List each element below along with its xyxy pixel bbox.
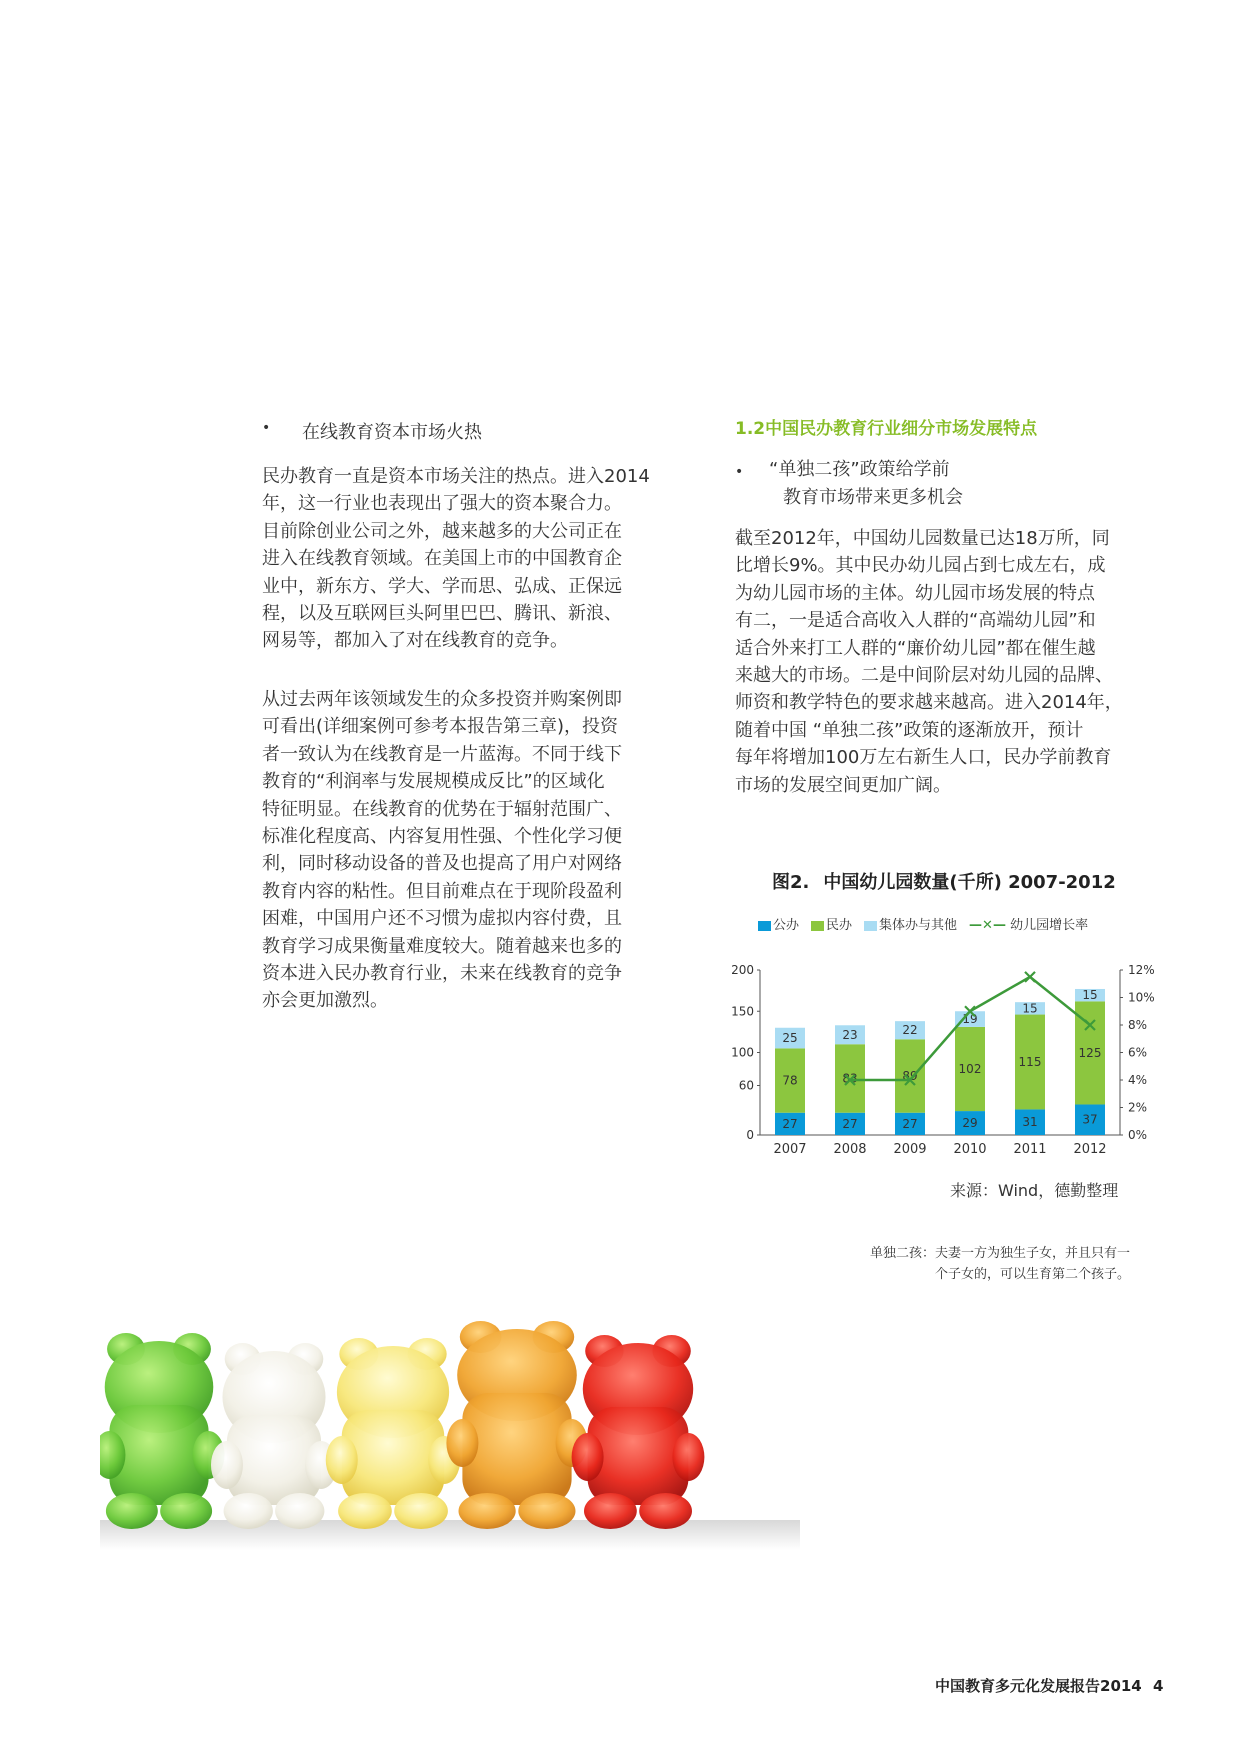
bar-label: 29 — [962, 1116, 978, 1131]
right-tick-label: 2% — [1128, 1100, 1148, 1115]
x-tick-label: 2012 — [1073, 1142, 1107, 1157]
page-footer — [935, 1675, 1163, 1696]
bar-label: 37 — [1082, 1112, 1098, 1127]
gummy-bears-image — [100, 1315, 800, 1565]
bar-label: 89 — [902, 1069, 918, 1084]
bullet-icon: • — [262, 420, 271, 436]
bar-label: 15 — [1082, 988, 1098, 1003]
right-tick-label: 10% — [1128, 990, 1155, 1005]
gummy-bear-3 — [326, 1338, 460, 1529]
right-p-line: 截至2012年，中国幼儿园数量已达18万所，同 — [735, 528, 1110, 549]
right-tick-label: 0% — [1128, 1128, 1148, 1142]
left-p1-line: 业中，新东方、学大、学而思、弘成、正保远 — [262, 575, 622, 597]
bullet-line-1: “单独二孩”政策给学前 — [769, 459, 950, 480]
right-p-line: 有二，一是适合高收入人群的“高端幼儿园”和 — [735, 610, 1096, 632]
right-p-line: 适合外来打工人群的“廉价幼儿园”都在催生越 — [735, 637, 1096, 659]
footnote: 单独二孩：夫妻一方为独生子女，并且只有一 个子女的，可以生育第二个孩子。 — [869, 1246, 1130, 1282]
left-p2-line: 特征明显。在线教育的优势在于辐射范围广、 — [262, 798, 622, 820]
left-p2-line: 亦会更加激烈。 — [262, 990, 388, 1012]
left-p2-line: 教育学习成果衡量难度较大。随着越来也多的 — [262, 935, 622, 957]
left-tick-label: 150 — [731, 1004, 754, 1019]
right-p-line: 比增长9%。其中民办幼儿园占到七成左右，成 — [735, 555, 1106, 577]
gummy-bear-4 — [446, 1321, 587, 1529]
gummy-bear-5 — [572, 1335, 705, 1529]
right-tick-label: 12% — [1128, 963, 1155, 977]
bar-label: 78 — [782, 1073, 798, 1088]
left-p2-line: 资本进入民办教育行业，未来在线教育的竞争 — [262, 963, 622, 985]
x-tick-label: 2008 — [833, 1142, 867, 1157]
left-tick-label: 60 — [738, 1078, 754, 1093]
left-p1-line: 年，这一行业也表现出了强大的资本聚合力。 — [262, 493, 622, 515]
bar-label: 83 — [842, 1071, 858, 1086]
legend-item-growth: —✕— 幼儿园增长率 — [969, 918, 1089, 933]
left-p1-line: 进入在线教育领域。在美国上市的中国教育企 — [262, 548, 622, 570]
right-paragraph — [735, 525, 1135, 799]
right-p-line: 随着中国 “单独二孩”政策的逐渐放开，预计 — [735, 719, 1084, 741]
footer-title: 中国教育多元化发展报告2014 — [935, 1677, 1142, 1695]
reflection — [100, 1520, 800, 1550]
left-tick-label: 200 — [731, 963, 754, 977]
legend-item-collective: 集体办与其他 — [864, 914, 957, 933]
growth-point — [1025, 972, 1035, 982]
legend-swatch — [758, 921, 771, 931]
bar-label: 27 — [902, 1116, 918, 1131]
bar-label: 27 — [842, 1116, 858, 1131]
cross-line-icon: —✕— — [969, 918, 1006, 933]
section-title: 1.2中国民办教育行业细分市场发展特点 — [735, 419, 1038, 439]
gummy-bear-2 — [211, 1343, 337, 1529]
left-p2-line: 标准化程度高、内容复用性强、个性化学习便 — [262, 826, 622, 848]
left-p2-line: 教育的“利润率与发展规模成反比”的区域化 — [262, 771, 605, 793]
left-tick-label: 0 — [746, 1128, 754, 1142]
left-bullet-heading: • 在线教育资本市场火热 — [262, 420, 482, 443]
chart-source: 来源：Wind，德勤整理 — [950, 1181, 1119, 1200]
left-p2-line: 可看出(详细案例可参考本报告第三章)，投资 — [262, 716, 619, 738]
legend-swatch — [864, 921, 877, 931]
bar-label: 27 — [782, 1116, 798, 1131]
gummy-bear-1 — [100, 1333, 225, 1529]
left-p2-line: 者一致认为在线教育是一片蓝海。不同于线下 — [262, 743, 622, 765]
left-p2-line: 困难，中国用户还不习惯为虚拟内容付费，且 — [262, 908, 622, 930]
bar-label: 125 — [1078, 1045, 1102, 1060]
right-tick-label: 8% — [1128, 1018, 1148, 1032]
legend-item-private: 民办 — [811, 914, 852, 933]
right-tick-label: 4% — [1128, 1073, 1148, 1087]
page-number: 4 — [1152, 1677, 1164, 1695]
right-bullet-heading — [735, 456, 963, 512]
kindergarten-chart — [720, 950, 1160, 1170]
right-p-line: 师资和教学特色的要求越来越高。进入2014年， — [735, 692, 1123, 714]
bar-label: 23 — [842, 1027, 858, 1042]
bar-label: 115 — [1018, 1054, 1042, 1069]
chart-legend — [758, 914, 1088, 933]
bullet-icon: • — [735, 464, 744, 480]
left-p1-line: 民办教育一直是资本市场关注的热点。进入2014 — [262, 466, 650, 487]
left-paragraph-2 — [262, 686, 662, 1015]
bar-label: 19 — [962, 1012, 978, 1027]
bar-label: 31 — [1022, 1115, 1038, 1130]
right-tick-label: 6% — [1128, 1045, 1148, 1060]
bar-label: 15 — [1022, 1001, 1038, 1016]
left-p2-line: 从过去两年该领域发生的众多投资并购案例即 — [262, 689, 622, 710]
right-p-line: 每年将增加100万左右新生人口，民办学前教育 — [735, 747, 1112, 769]
legend-item-public: 公办 — [758, 914, 799, 933]
bullet-line-2: 教育市场带来更多机会 — [783, 487, 963, 508]
bar-label: 102 — [958, 1062, 982, 1076]
left-paragraph-1 — [262, 463, 662, 655]
bar-label: 25 — [782, 1031, 798, 1046]
legend-swatch — [811, 921, 824, 931]
x-tick-label: 2010 — [953, 1142, 987, 1157]
left-p1-line: 程，以及互联网巨头阿里巴巴、腾讯、新浪、 — [262, 603, 622, 625]
x-tick-label: 2009 — [893, 1142, 927, 1157]
left-p2-line: 利，同时移动设备的普及也提高了用户对网络 — [262, 853, 622, 875]
left-p1-line: 目前除创业公司之外，越来越多的大公司正在 — [262, 520, 622, 542]
x-tick-label: 2007 — [773, 1142, 807, 1157]
x-tick-label: 2011 — [1013, 1142, 1047, 1157]
left-p2-line: 教育内容的粘性。但目前难点在于现阶段盈利 — [262, 880, 622, 902]
left-tick-label: 100 — [731, 1045, 754, 1060]
chart-caption: 图2. 中国幼儿园数量(千所) 2007-2012 — [772, 872, 1116, 893]
right-p-line: 市场的发展空间更加广阔。 — [735, 774, 951, 796]
left-p1-line: 网易等，都加入了对在线教育的竞争。 — [262, 630, 568, 652]
bar-label: 22 — [902, 1023, 918, 1038]
right-p-line: 来越大的市场。二是中间阶层对幼儿园的品牌、 — [735, 665, 1113, 687]
right-p-line: 为幼儿园市场的主体。幼儿园市场发展的特点 — [735, 582, 1095, 604]
